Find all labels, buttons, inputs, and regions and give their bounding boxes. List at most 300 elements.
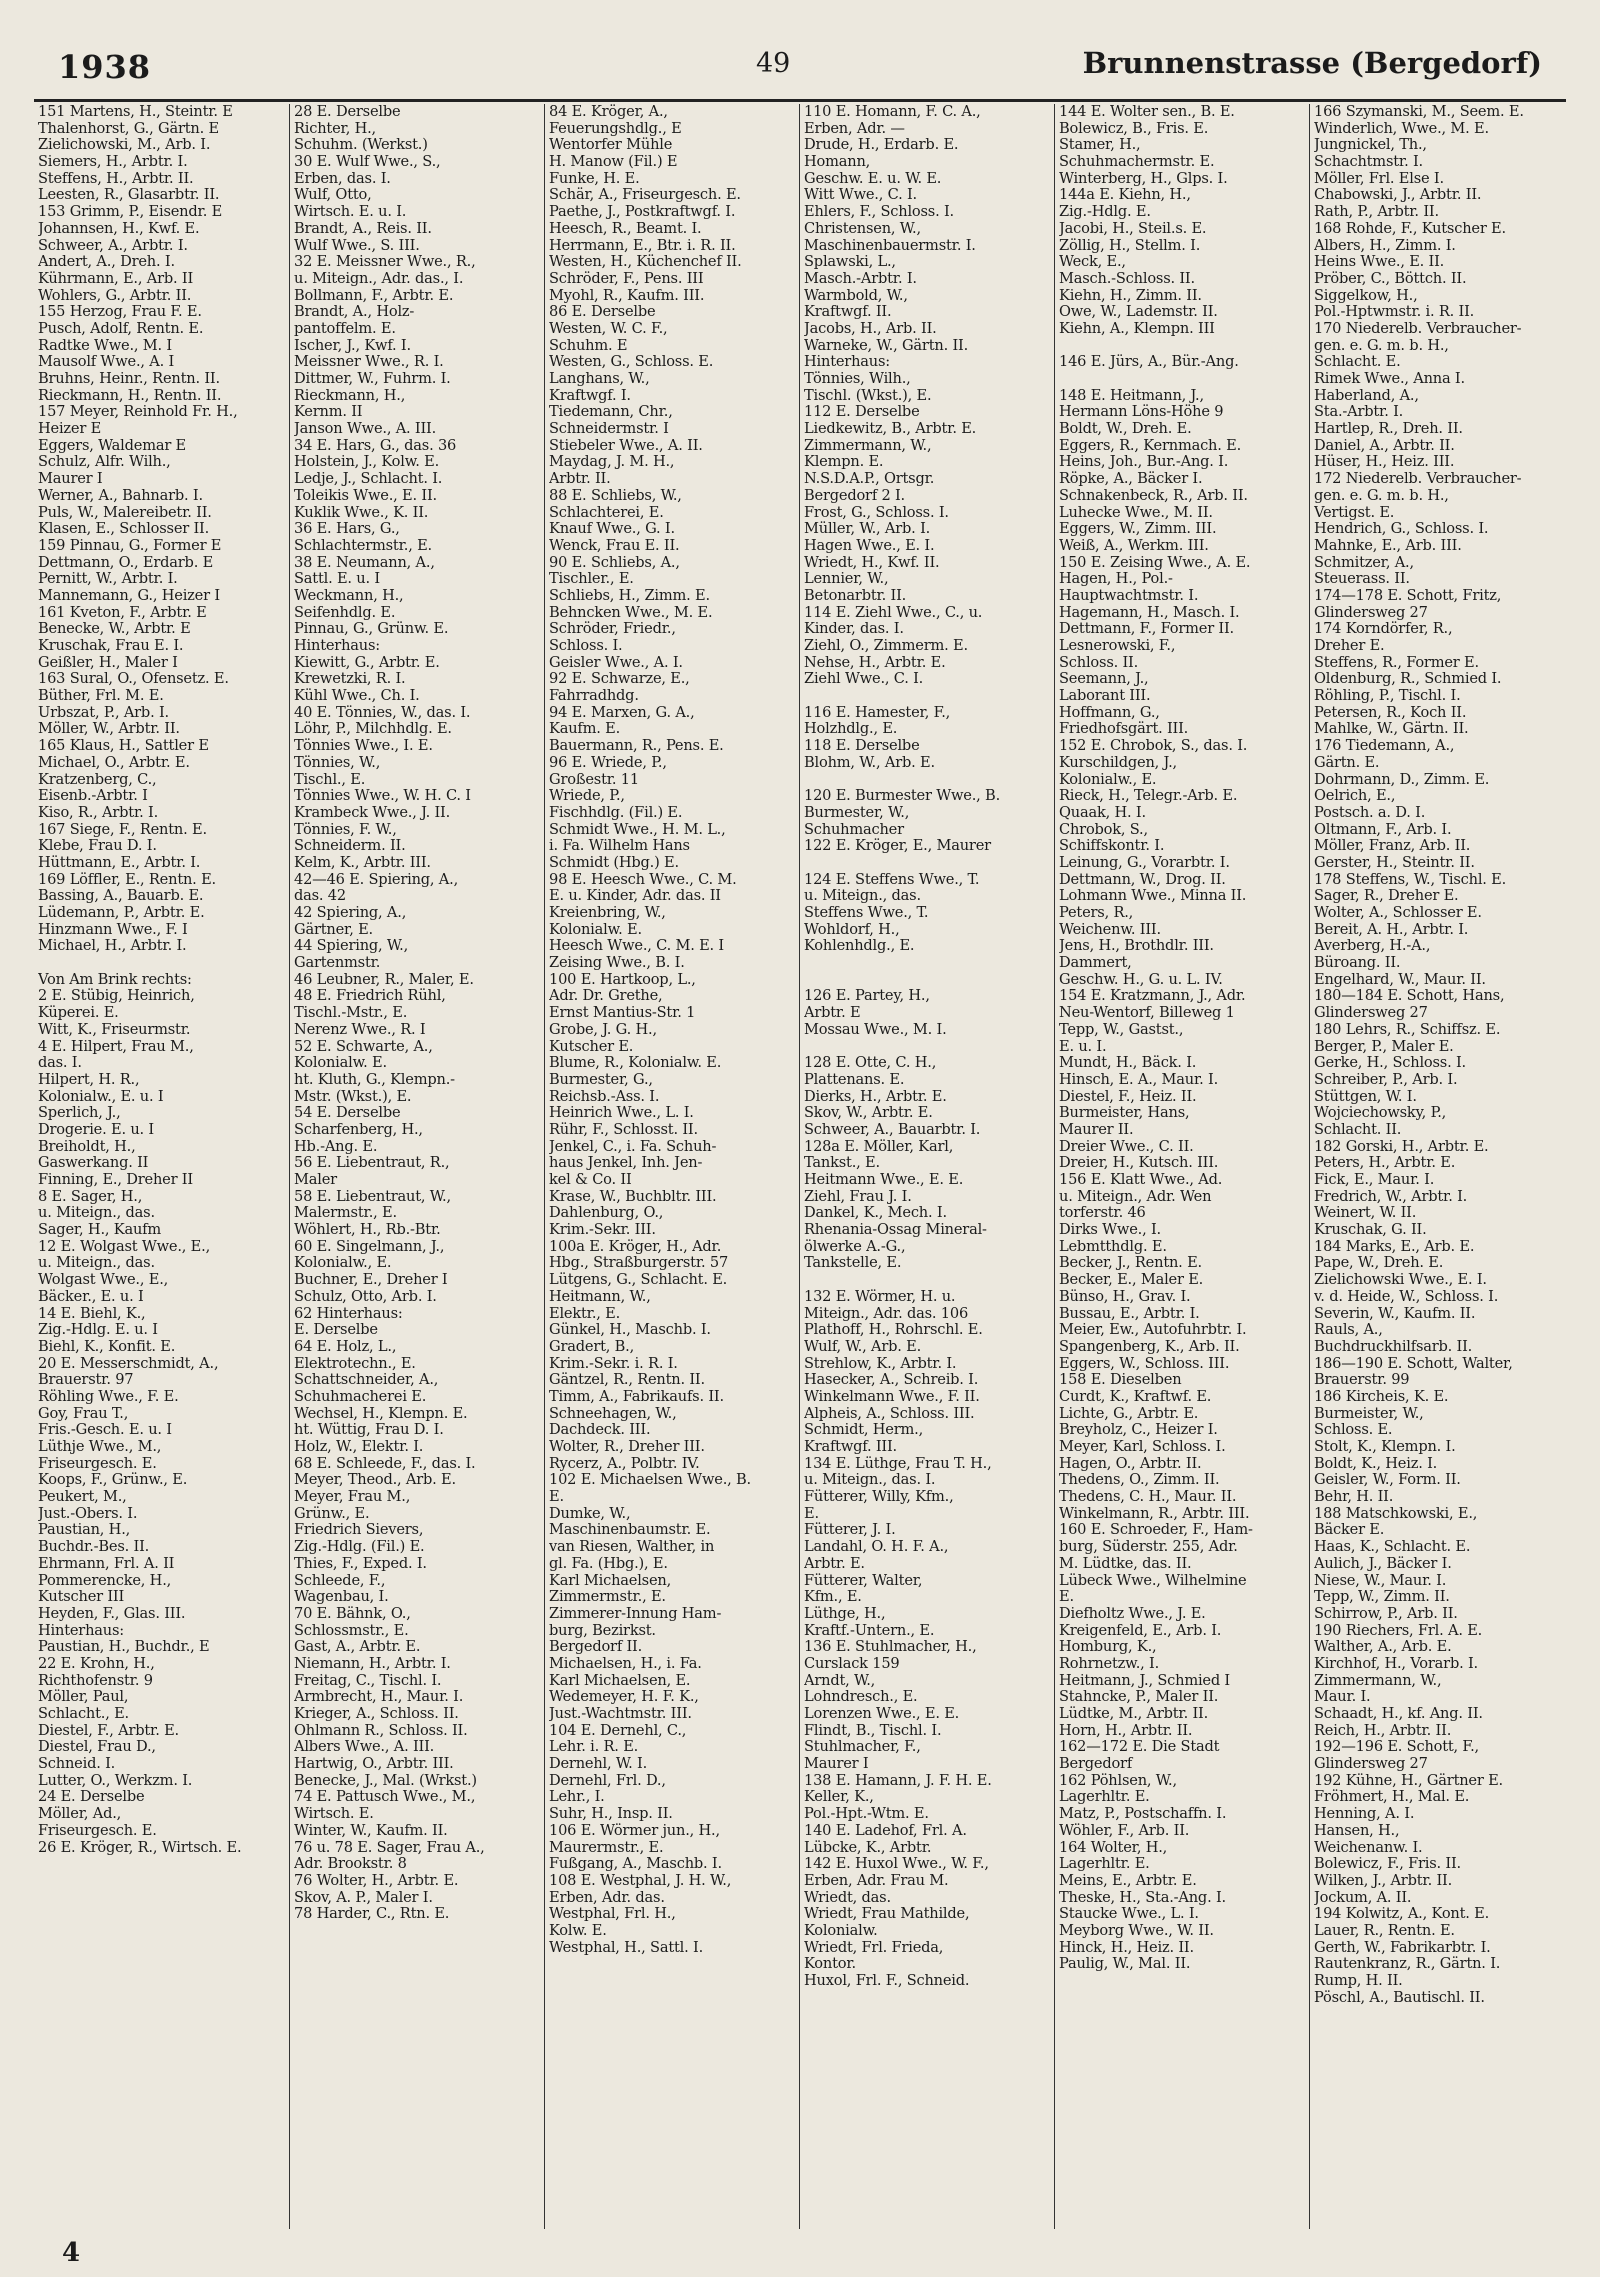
- directory-entry-line: Thalenhorst, G., Gärtn. E: [38, 120, 219, 137]
- directory-entry-line: Oelrich, E.,: [1314, 788, 1396, 805]
- directory-entry-line: Tischler., E.: [549, 571, 634, 588]
- directory-entry-line: 160 E. Schroeder, F., Ham-: [1059, 1522, 1253, 1539]
- directory-entry-line: H. Manow (Fil.) E: [549, 154, 678, 171]
- directory-entry-line: Eggers, W., Schloss. III.: [1059, 1355, 1230, 1372]
- directory-entry-line: Tischl.-Mstr., E.: [294, 1005, 408, 1022]
- directory-entry-line: Meyborg Wwe., W. II.: [1059, 1922, 1214, 1939]
- directory-entry-line: 180 Lehrs, R., Schiffsz. E.: [1314, 1021, 1501, 1038]
- directory-entry-line: Bolewicz, F., Fris. II.: [1314, 1856, 1461, 1873]
- directory-entry-line: Albers, H., Zimm. I.: [1314, 237, 1456, 254]
- directory-entry-line: 56 E. Liebentraut, R.,: [294, 1155, 450, 1172]
- directory-entry-line: Dohrmann, D., Zimm. E.: [1314, 771, 1490, 788]
- directory-entry-line: Lennier, W.,: [804, 571, 889, 588]
- directory-entry-line: Ziehl, Frau J. I.: [804, 1188, 912, 1205]
- directory-entry-line: Wohldorf, H.,: [804, 921, 900, 938]
- directory-entry-line: Schuhm. (Werkst.): [294, 137, 428, 154]
- directory-entry-line: Kreigenfeld, E., Arb. I.: [1059, 1622, 1222, 1639]
- directory-entry-line: 62 Hinterhaus:: [294, 1305, 403, 1322]
- directory-entry-line: Holstein, J., Kolw. E.: [294, 454, 440, 471]
- directory-entry-line: Großestr. 11: [549, 771, 639, 788]
- directory-entry-line: 46 Leubner, R., Maler, E.: [294, 971, 474, 988]
- directory-entry-line: Hilpert, H. R.,: [38, 1071, 140, 1088]
- directory-entry-line: 176 Tiedemann, A.,: [1314, 738, 1455, 755]
- directory-entry-line: Jacobs, H., Arb. II.: [804, 320, 937, 337]
- directory-entry-line: Gärtner, E.: [294, 921, 373, 938]
- directory-entry-line: Dumke, W.,: [549, 1505, 631, 1522]
- directory-entry-line: Miteign., Adr. das. 106: [804, 1305, 969, 1322]
- directory-entry-line: Wirtsch. E.: [294, 1806, 374, 1823]
- directory-entry-line: Mossau Wwe., M. I.: [804, 1021, 947, 1038]
- directory-entry-line: Möller, Ad.,: [38, 1806, 122, 1823]
- directory-entry-line: Jens, H., Brothdlr. III.: [1059, 938, 1214, 955]
- directory-entry-line: Krim.-Sekr. III.: [549, 1222, 656, 1239]
- directory-entry-line: Steuerass. II.: [1314, 571, 1410, 588]
- directory-entry-line: Erben, Adr. das.: [549, 1889, 665, 1906]
- directory-entry-line: Lübcke, K., Arbtr.: [804, 1839, 932, 1856]
- directory-entry-line: Geschw. H., G. u. L. IV.: [1059, 971, 1223, 988]
- directory-entry-line: Stüttgen, W. I.: [1314, 1088, 1417, 1105]
- directory-entry-line: ht. Kluth, G., Klempn.-: [294, 1071, 455, 1088]
- directory-entry-line: Weinert, W. II.: [1314, 1205, 1417, 1222]
- directory-entry-line: gen. e. G. m. b. H.,: [1314, 487, 1449, 504]
- directory-entry-line: Becker, E., Maler E.: [1059, 1272, 1204, 1289]
- directory-entry-line: Arndt, W.,: [804, 1672, 876, 1689]
- directory-entry-line: 156 E. Klatt Wwe., Ad.: [1059, 1172, 1223, 1188]
- directory-entry-line: Owe, W., Lademstr. II.: [1059, 304, 1218, 321]
- directory-entry-line: Krieger, A., Schloss. II.: [294, 1706, 459, 1722]
- directory-entry-line: Bruhns, Heinr., Rentn. II.: [38, 371, 220, 387]
- directory-entry-line: 142 E. Huxol Wwe., W. F.,: [804, 1856, 989, 1873]
- directory-entry-line: Glindersweg 27: [1314, 604, 1428, 621]
- directory-entry-line: 128a E. Möller, Karl,: [804, 1138, 954, 1155]
- directory-entry-line: 167 Siege, F., Rentn. E.: [38, 821, 207, 838]
- directory-entry-line: Wolgast Wwe., E.,: [38, 1272, 169, 1289]
- directory-entry-line: Hagen, H., Pol.-: [1059, 571, 1173, 588]
- directory-entry-line: Lehr., I.: [549, 1789, 605, 1806]
- directory-entry-line: 64 E. Holz, L.,: [294, 1338, 397, 1355]
- directory-entry-line: Mahlke, W., Gärtn. II.: [1314, 721, 1469, 738]
- directory-entry-line: Gäntzel, R., Rentn. II.: [549, 1372, 705, 1389]
- directory-entry-line: Schachtmstr. I.: [1314, 154, 1423, 171]
- directory-entry-line: Möller, Paul,: [38, 1689, 129, 1706]
- directory-entry-line: Maydag, J. M. H.,: [549, 454, 675, 471]
- directory-entry-line: Laborant III.: [1059, 688, 1151, 705]
- directory-entry-line: Pöschl, A., Bautischl. II.: [1314, 1989, 1485, 2006]
- directory-entry-line: u. Miteign., Adr. das., I.: [294, 270, 464, 287]
- directory-entry-line: Gaswerkang. II: [38, 1155, 149, 1172]
- directory-entry-line: Müller, W., Arb. I.: [804, 521, 931, 538]
- directory-entry-line: Meyer, Frau M.,: [294, 1489, 411, 1506]
- directory-entry-line: 74 E. Pattusch Wwe., M.,: [294, 1789, 476, 1806]
- directory-entry-line: Kurschildgen, J.,: [1059, 754, 1177, 771]
- year-label: 1938: [58, 48, 152, 86]
- directory-entry-line: Urbszat, P., Arb. I.: [38, 704, 169, 721]
- directory-entry-line: Lehr. i. R. E.: [549, 1739, 639, 1756]
- directory-entry-line: 92 E. Schwarze, E.,: [549, 671, 690, 688]
- directory-entry-line: Bäcker., E. u. I: [38, 1288, 144, 1305]
- directory-entry-line: 182 Gorski, H., Arbtr. E.: [1314, 1138, 1489, 1155]
- directory-entry-line: 166 Szymanski, M., Seem. E.: [1314, 104, 1524, 120]
- directory-entry-line: 88 E. Schliebs, W.,: [549, 487, 682, 504]
- directory-entry-line: Mahnke, E., Arb. III.: [1314, 537, 1462, 554]
- directory-entry-line: 108 E. Westphal, J. H. W.,: [549, 1872, 732, 1889]
- directory-entry-line: Rath, P., Arbtr. II.: [1314, 204, 1439, 221]
- directory-entry-line: Haas, K., Schlacht. E.: [1314, 1539, 1471, 1556]
- directory-entry-line: Kraftf.-Untern., E.: [804, 1622, 935, 1639]
- directory-entry-line: Plattenans. E.: [804, 1071, 905, 1088]
- directory-entry-line: Jungnickel, Th.,: [1314, 137, 1427, 154]
- directory-entry-line: Kirchhof, H., Vorarb. I.: [1314, 1655, 1478, 1672]
- directory-entry-line: Meissner Wwe., R. I.: [294, 354, 444, 371]
- directory-entry-line: das. I.: [38, 1055, 82, 1072]
- directory-entry-line: Fick, E., Maur. I.: [1314, 1172, 1435, 1188]
- header-rule: [34, 99, 1566, 102]
- directory-entry-line: Hartwig, O., Arbtr. III.: [294, 1756, 454, 1773]
- directory-entry-line: Schuhmacher: [804, 821, 904, 838]
- directory-entry-line: Alpheis, A., Schloss. III.: [804, 1405, 975, 1422]
- directory-entry-line: Kiso, R., Arbtr. I.: [38, 804, 159, 821]
- directory-entry-line: Michael, O., Arbtr. E.: [38, 754, 190, 771]
- directory-entry-line: Betonarbtr. II.: [804, 587, 907, 604]
- directory-entry-line: Burmester, W.,: [804, 804, 910, 821]
- directory-entry-line: Eggers, Waldemar E: [38, 437, 187, 454]
- directory-entry-line: Daniel, A., Arbtr. II.: [1314, 437, 1455, 454]
- directory-entry-line: 186 Kircheis, K. E.: [1314, 1388, 1449, 1405]
- directory-entry-line: Schliebs, H., Zimm. E.: [549, 587, 710, 604]
- directory-entry-line: Maschinenbauermstr. I.: [804, 237, 976, 254]
- directory-entry-line: Zimmermann, W.,: [804, 437, 932, 454]
- directory-entry-line: Lütgens, G., Schlacht. E.: [549, 1272, 728, 1289]
- directory-entry-line: Wohlers, G., Arbtr. II.: [38, 287, 192, 304]
- directory-entry-line: Meins, E., Arbtr. E.: [1059, 1872, 1197, 1889]
- directory-entry-line: Schmidt (Hbg.) E.: [549, 854, 679, 871]
- directory-entry-line: 78 Harder, C., Rtn. E.: [294, 1906, 450, 1923]
- directory-entry-line: Hinzmann Wwe., F. I: [38, 921, 188, 938]
- directory-entry-line: Stamer, H.,: [1059, 137, 1141, 154]
- directory-entry-line: Schuhm. E: [549, 337, 628, 354]
- directory-entry-line: Boldt, K., Heiz. I.: [1314, 1455, 1438, 1472]
- directory-entry-line: Tischl., E.: [294, 771, 366, 788]
- directory-entry-line: Benecke, J., Mal. (Wrkst.): [294, 1772, 477, 1789]
- directory-entry-line: Witt Wwe., C. I.: [804, 187, 917, 204]
- directory-entry-line: Sta.-Arbtr. I.: [1314, 404, 1404, 421]
- directory-entry-line: Gartenmstr.: [294, 955, 381, 972]
- directory-entry-line: Wöhler, F., Arb. II.: [1059, 1822, 1190, 1839]
- directory-entry-line: [804, 955, 1051, 972]
- directory-entry-line: Schneidermstr. I: [549, 421, 669, 438]
- directory-entry-line: Chabowski, J., Arbtr. II.: [1314, 187, 1482, 204]
- directory-entry-line: Witt, K., Friseurmstr.: [38, 1021, 191, 1038]
- directory-entry-line: Maurer I: [804, 1756, 869, 1773]
- directory-entry-line: Adr. Brookstr. 8: [294, 1856, 407, 1873]
- directory-entry-line: Wirtsch. E. u. I.: [294, 204, 407, 221]
- directory-entry-line: 192—196 E. Schott, F.,: [1314, 1739, 1479, 1756]
- directory-entry-line: 94 E. Marxen, G. A.,: [549, 704, 695, 721]
- directory-entry-line: Wriedt, das.: [804, 1889, 891, 1906]
- directory-entry-line: Dettmann, O., Erdarb. E: [38, 554, 214, 571]
- directory-entry-line: Kolonialw. E.: [549, 921, 642, 938]
- directory-entry-line: 40 E. Tönnies, W., das. I.: [294, 704, 471, 721]
- directory-entry-line: 14 E. Biehl, K.,: [38, 1305, 146, 1322]
- directory-entry-line: Hendrich, G., Schloss. I.: [1314, 521, 1489, 538]
- directory-entry-line: Rump, H. II.: [1314, 1973, 1403, 1989]
- directory-entry-line: Peters, H., Arbtr. E.: [1314, 1155, 1456, 1172]
- directory-entry-line: Sager, H., Kaufm: [38, 1222, 162, 1239]
- directory-entry-line: Scharfenberg, H.,: [294, 1121, 423, 1138]
- directory-entry-line: ölwerke A.-G.,: [804, 1238, 906, 1255]
- directory-entry-line: 178 Steffens, W., Tischl. E.: [1314, 871, 1507, 888]
- directory-entry-line: Schlachtermstr., E.: [294, 537, 432, 554]
- directory-entry-line: Hartlep, R., Dreh. II.: [1314, 421, 1463, 438]
- directory-entry-line: Tischl. (Wkst.), E.: [804, 387, 932, 404]
- directory-entry-line: Dreier, H., Kutsch. III.: [1059, 1155, 1219, 1172]
- directory-entry-line: Dernehl, Frl. D.,: [549, 1772, 666, 1789]
- directory-entry-line: Heins, Joh., Bur.-Ang. I.: [1059, 454, 1229, 471]
- directory-entry-line: Schlacht. II.: [1314, 1121, 1402, 1138]
- directory-entry-line: kel & Co. II: [549, 1172, 632, 1188]
- directory-entry-line: Winkelmann, R., Arbtr. III.: [1059, 1505, 1250, 1522]
- directory-entry-line: Friseurgesch. E.: [38, 1455, 157, 1472]
- directory-entry-line: Weckmann, H.,: [294, 587, 404, 604]
- directory-entry-line: Schloss. II.: [1059, 654, 1139, 671]
- directory-entry-line: Sattl. E. u. I: [294, 571, 380, 588]
- directory-entry-line: Fußgang, A., Maschb. I.: [549, 1856, 722, 1873]
- directory-entry-line: 86 E. Derselbe: [549, 304, 656, 321]
- directory-entry-line: Grünw., E.: [294, 1505, 370, 1522]
- directory-entry-line: Buchdr.-Bes. II.: [38, 1539, 150, 1556]
- directory-entry-line: Boldt, W., Dreh. E.: [1059, 421, 1192, 438]
- directory-entry-line: Theske, H., Sta.-Ang. I.: [1059, 1889, 1226, 1906]
- directory-entry-line: Just.-Wachtmstr. III.: [549, 1706, 692, 1722]
- directory-entry-line: Bauermann, R., Pens. E.: [549, 738, 724, 755]
- directory-entry-line: 8 E. Sager, H.,: [38, 1188, 143, 1205]
- directory-entry-line: 60 E. Singelmann, J.,: [294, 1238, 445, 1255]
- directory-entry-line: 174 Korndörfer, R.,: [1314, 621, 1453, 638]
- directory-entry-line: Warmbold, W.,: [804, 287, 908, 304]
- column-5: [1054, 104, 1310, 2229]
- directory-entry-line: 159 Pinnau, G., Former E: [38, 537, 222, 554]
- directory-entry-line: 150 E. Zeising Wwe., A. E.: [1059, 554, 1251, 571]
- directory-entry-line: Maschinenbaumstr. E.: [549, 1522, 711, 1539]
- directory-entry-line: Erben, Adr. Frau M.: [804, 1872, 949, 1889]
- directory-entry-line: Krim.-Sekr. i. R. I.: [549, 1355, 678, 1372]
- directory-entry-line: 158 E. Dieselben: [1059, 1372, 1182, 1389]
- directory-entry-line: Quaak, H. I.: [1059, 804, 1146, 821]
- directory-entry-line: Weichenw. III.: [1059, 921, 1161, 938]
- directory-entry-line: Löhr, P., Milchhdlg. E.: [294, 721, 452, 738]
- directory-entry-line: Arbtr. E.: [804, 1555, 865, 1572]
- directory-entry-line: Büther, Frl. M. E.: [38, 688, 164, 705]
- directory-entry-line: Lebmtthdlg. E.: [1059, 1238, 1167, 1255]
- directory-entry-line: Pröber, C., Böttch. II.: [1314, 270, 1467, 287]
- directory-entry-line: Averberg, H.-A.,: [1314, 938, 1431, 955]
- directory-entry-line: [804, 772, 1051, 789]
- directory-entry-line: Engelhard, W., Maur. II.: [1314, 971, 1486, 988]
- directory-entry-line: Von Am Brink rechts:: [38, 971, 192, 988]
- directory-entry-line: Malermstr., E.: [294, 1205, 397, 1222]
- directory-entry-line: Walther, A., Arb. E.: [1314, 1639, 1452, 1656]
- directory-entry-line: Westphal, Frl. H.,: [549, 1906, 676, 1923]
- directory-entry-line: Schmitzer, A.,: [1314, 554, 1414, 571]
- directory-entry-line: Fischhdlg. (Fil.) E.: [549, 804, 683, 821]
- directory-entry-line: Lohmann Wwe., Minna II.: [1059, 888, 1247, 905]
- page-header: [58, 46, 1542, 92]
- directory-entry-line: Wulf, W., Arb. E.: [804, 1338, 922, 1355]
- directory-entry-line: Rieckmann, H., Rentn. II.: [38, 387, 222, 404]
- directory-entry-line: Rohrnetzw., I.: [1059, 1655, 1160, 1672]
- directory-entry-line: Schleede, F.,: [294, 1572, 386, 1589]
- directory-entry-line: 102 E. Michaelsen Wwe., B.: [549, 1472, 751, 1489]
- directory-entry-line: Rycerz, A., Polbtr. IV.: [549, 1455, 700, 1472]
- directory-entry-line: Dirks Wwe., I.: [1059, 1222, 1161, 1239]
- directory-entry-line: Schmidt Wwe., H. M. L.,: [549, 821, 726, 838]
- directory-entry-line: Lüdemann, P., Arbtr. E.: [38, 905, 205, 921]
- directory-entry-line: Timm, A., Fabrikaufs. II.: [549, 1388, 724, 1405]
- directory-entry-line: Röpke, A., Bäcker I.: [1059, 471, 1203, 488]
- directory-entry-line: Schulz, Alfr. Wilh.,: [38, 454, 171, 471]
- directory-entry-line: E. u. I.: [1059, 1038, 1107, 1055]
- directory-entry-line: 157 Meyer, Reinhold Fr. H.,: [38, 404, 238, 421]
- directory-entry-line: 148 E. Heitmann, J.,: [1059, 387, 1204, 404]
- directory-entry-line: Friseurgesch. E.: [38, 1822, 157, 1839]
- directory-entry-line: Kohlenhdlg., E.: [804, 938, 915, 955]
- directory-entry-line: 30 E. Wulf Wwe., S.,: [294, 154, 441, 171]
- directory-entry-line: Gast, A., Arbtr. E.: [294, 1639, 421, 1656]
- directory-entry-line: Tönnies, W.,: [294, 754, 381, 771]
- directory-entry-line: Janson Wwe., A. III.: [294, 421, 437, 438]
- directory-entry-line: Schröder, Friedr.,: [549, 621, 676, 638]
- directory-entry-line: Hinsch, E. A., Maur. I.: [1059, 1071, 1219, 1088]
- directory-entry-line: Kolonialw.: [804, 1922, 878, 1939]
- directory-entry-line: Meier, Ew., Autofuhrbtr. I.: [1059, 1322, 1247, 1339]
- directory-entry-line: 174—178 E. Schott, Fritz,: [1314, 587, 1502, 604]
- directory-entry-line: Bereit, A. H., Arbtr. I.: [1314, 921, 1469, 938]
- directory-entry-line: u. Miteign., das.: [804, 888, 921, 905]
- directory-entry-line: Flindt, B., Tischl. I.: [804, 1722, 942, 1739]
- directory-entry-line: Günkel, H., Maschb. I.: [549, 1322, 711, 1339]
- directory-entry-line: Hinterhaus:: [38, 1622, 124, 1639]
- directory-entry-line: [804, 688, 1051, 705]
- directory-entry-line: burg, Süderstr. 255, Adr.: [1059, 1539, 1238, 1556]
- directory-entry-line: 110 E. Homann, F. C. A.,: [804, 104, 981, 120]
- directory-entry-line: Toleikis Wwe., E. II.: [294, 487, 437, 504]
- directory-entry-line: Bussau, E., Arbtr. I.: [1059, 1305, 1200, 1322]
- directory-entry-line: Bollmann, F., Arbtr. E.: [294, 287, 454, 304]
- directory-entry-line: 12 E. Wolgast Wwe., E.,: [38, 1238, 211, 1255]
- directory-entry-line: Hinck, H., Heiz. II.: [1059, 1939, 1194, 1956]
- directory-entry-line: Richter, H.,: [294, 120, 376, 137]
- directory-entry-line: 194 Kolwitz, A., Kont. E.: [1314, 1906, 1490, 1923]
- directory-entry-line: Geisler, W., Form. II.: [1314, 1472, 1461, 1489]
- directory-entry-line: Christensen, W.,: [804, 220, 921, 237]
- directory-entry-line: Steffens, R., Former E.: [1314, 654, 1479, 671]
- directory-entry-line: Heesch, R., Beamt. I.: [549, 220, 702, 237]
- directory-entry-line: Kfm., E.: [804, 1589, 862, 1606]
- directory-entry-line: E.: [549, 1489, 564, 1506]
- directory-entry-line: Mundt, H., Bäck. I.: [1059, 1055, 1197, 1072]
- directory-entry-line: 20 E. Messerschmidt, A.,: [38, 1355, 219, 1372]
- directory-entry-line: Paulig, W., Mal. II.: [1059, 1956, 1191, 1973]
- directory-entry-line: Schlossmstr., E.: [294, 1622, 409, 1639]
- directory-entry-line: Tepp, W., Zimm. II.: [1314, 1589, 1450, 1606]
- directory-entry-line: Kolonialw., E.: [294, 1255, 392, 1272]
- directory-entry-line: 84 E. Kröger, A.,: [549, 104, 668, 120]
- directory-entry-line: Röhling, P., Tischl. I.: [1314, 688, 1461, 705]
- directory-entry-line: Kreienbring, W.,: [549, 905, 666, 921]
- directory-entry-line: Staucke Wwe., L. I.: [1059, 1906, 1199, 1923]
- directory-entry-line: 163 Sural, O., Ofensetz. E.: [38, 671, 229, 688]
- directory-entry-line: Eggers, W., Zimm. III.: [1059, 521, 1217, 538]
- directory-entry-line: 58 E. Liebentraut, W.,: [294, 1188, 451, 1205]
- column-1: [34, 104, 290, 2229]
- directory-entry-line: Schreiber, P., Arb. I.: [1314, 1071, 1458, 1088]
- directory-entry-line: Schneehagen, W.,: [549, 1405, 677, 1422]
- directory-entry-line: Heitmann, W.,: [549, 1288, 651, 1305]
- directory-entry-line: Suhr, H., Insp. II.: [549, 1806, 673, 1823]
- directory-entry-line: 112 E. Derselbe: [804, 404, 920, 421]
- directory-entry-line: burg, Bezirkst.: [549, 1622, 656, 1639]
- directory-entry-line: Schneiderm. II.: [294, 838, 406, 855]
- directory-entry-line: Haberland, A.,: [1314, 387, 1419, 404]
- directory-entry-line: Rautenkranz, R., Gärtn. I.: [1314, 1956, 1501, 1973]
- directory-entry-line: Klasen, E., Schlosser II.: [38, 521, 210, 538]
- directory-entry-line: Dammert,: [1059, 955, 1132, 972]
- directory-entry-line: 120 E. Burmester Wwe., B.: [804, 788, 1001, 805]
- directory-entry-line: N.S.D.A.P., Ortsgr.: [804, 471, 935, 488]
- directory-entry-line: Friedhofsgärt. III.: [1059, 721, 1189, 738]
- directory-entry-line: Homburg, K.,: [1059, 1639, 1157, 1656]
- directory-entry-line: Dierks, H., Arbtr. E.: [804, 1088, 947, 1105]
- directory-entry-line: Mstr. (Wkst.), E.: [294, 1088, 412, 1105]
- directory-entry-line: Lorenzen Wwe., E. E.: [804, 1706, 960, 1722]
- directory-entry-line: Fahrradhdg.: [549, 688, 639, 705]
- directory-entry-line: Gerster, H., Steintr. II.: [1314, 854, 1475, 871]
- directory-entry-line: 151 Martens, H., Steintr. E: [38, 104, 233, 120]
- directory-entry-line: Berger, P., Maler E.: [1314, 1038, 1454, 1055]
- directory-entry-line: Tankstelle, E.: [804, 1255, 902, 1272]
- directory-entry-line: 165 Klaus, H., Sattler E: [38, 738, 209, 755]
- directory-entry-line: Bergedorf: [1059, 1756, 1133, 1773]
- directory-entry-line: Peukert, M.,: [38, 1489, 127, 1506]
- directory-entry-line: Paethe, J., Postkraftwgf. I.: [549, 204, 736, 221]
- directory-entry-line: Hansen, H.,: [1314, 1822, 1400, 1839]
- directory-entry-line: Oldenburg, R., Schmied I.: [1314, 671, 1502, 688]
- directory-entry-line: Ledje, J., Schlacht. I.: [294, 471, 443, 488]
- directory-entry-line: haus Jenkel, Inh. Jen-: [549, 1155, 703, 1172]
- directory-entry-line: Wriedt, Frau Mathilde,: [804, 1906, 970, 1923]
- directory-entry-line: Rieckmann, H.,: [294, 387, 406, 404]
- directory-entry-line: Goy, Frau T.,: [38, 1405, 129, 1422]
- directory-entry-line: Reich, H., Arbtr. II.: [1314, 1722, 1452, 1739]
- directory-entry-line: Lübeck Wwe., Wilhelmine: [1059, 1572, 1247, 1589]
- page-number: 49: [756, 48, 791, 79]
- directory-entry-line: Zimmerer-Innung Ham-: [549, 1605, 722, 1622]
- directory-entry-line: Tepp, W., Gastst.,: [1059, 1021, 1184, 1038]
- directory-entry-line: Tönnies Wwe., W. H. C. I: [294, 788, 471, 805]
- directory-entry-line: Zöllig, H., Stellm. I.: [1059, 237, 1201, 254]
- directory-entry-line: Lesnerowski, F.,: [1059, 638, 1176, 654]
- directory-entry-line: Kraftwgf. III.: [804, 1439, 897, 1455]
- directory-entry-line: 128 E. Otte, C. H.,: [804, 1055, 937, 1072]
- directory-entry-line: Sperlich, J.,: [38, 1105, 121, 1122]
- directory-entry-line: Schnakenbeck, R., Arb. II.: [1059, 487, 1248, 504]
- directory-entry-line: [1059, 338, 1306, 355]
- directory-entry-line: Niese, W., Maur. I.: [1314, 1572, 1447, 1589]
- directory-entry-line: Kernm. II: [294, 404, 363, 421]
- directory-entry-line: Dankel, K., Mech. I.: [804, 1205, 947, 1222]
- directory-entry-line: 52 E. Schwarte, A.,: [294, 1038, 433, 1055]
- directory-entry-line: 170 Niederelb. Verbraucher-: [1314, 320, 1522, 337]
